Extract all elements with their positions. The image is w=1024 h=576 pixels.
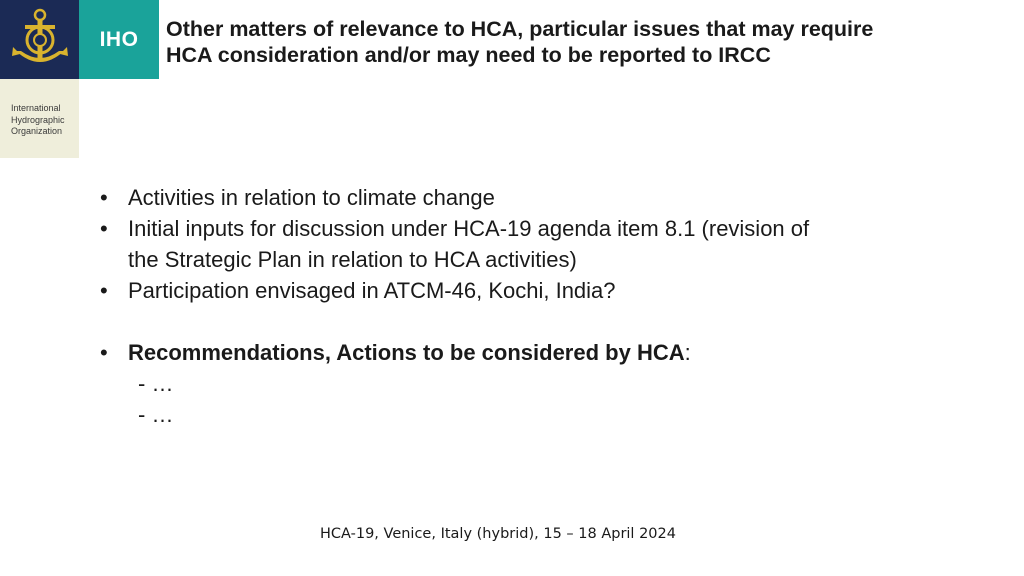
title-line-2: HCA consideration and/or may need to be reported to IRCC	[166, 43, 771, 67]
spacer	[100, 306, 980, 337]
organization-name	[0, 79, 79, 158]
org-line-2: Hydrographic	[11, 114, 65, 125]
org-line-1: International	[11, 103, 61, 113]
bullet-initial-inputs	[100, 213, 980, 275]
bullet-list	[100, 182, 980, 430]
anchor-emblem-icon	[10, 7, 70, 73]
recommendations-heading: Recommendations, Actions to be considered by HCA	[128, 340, 685, 365]
bullet-climate-change	[100, 182, 980, 213]
bullet-text: Activities in relation to climate change	[128, 185, 495, 210]
slide-footer: HCA-19, Venice, Italy (hybrid), 15 – 18 April 2024	[320, 526, 676, 542]
bullet-text-line-1: Initial inputs for discussion under HCA-19 agenda item 8.1 (revision of	[128, 216, 810, 241]
slide-title	[166, 16, 1016, 68]
org-line-3: Organization	[11, 126, 63, 136]
sub-item-text: - …	[138, 402, 174, 427]
iho-label: IHO	[99, 27, 139, 51]
sub-item-1	[100, 368, 980, 399]
iho-logo-text	[79, 0, 159, 79]
iho-emblem	[0, 0, 79, 79]
sub-item-2	[100, 399, 980, 430]
title-line-1: Other matters of relevance to HCA, particular issues that may require	[166, 17, 874, 41]
bullet-atcm-participation	[100, 275, 980, 306]
bullet-text: Participation envisaged in ATCM-46, Kochi, India?	[128, 278, 616, 303]
bullet-text-line-2: the Strategic Plan in relation to HCA activities)	[128, 247, 577, 272]
recommendations-colon: :	[684, 340, 691, 365]
bullet-recommendations	[100, 337, 980, 368]
sub-item-text: - …	[138, 371, 174, 396]
